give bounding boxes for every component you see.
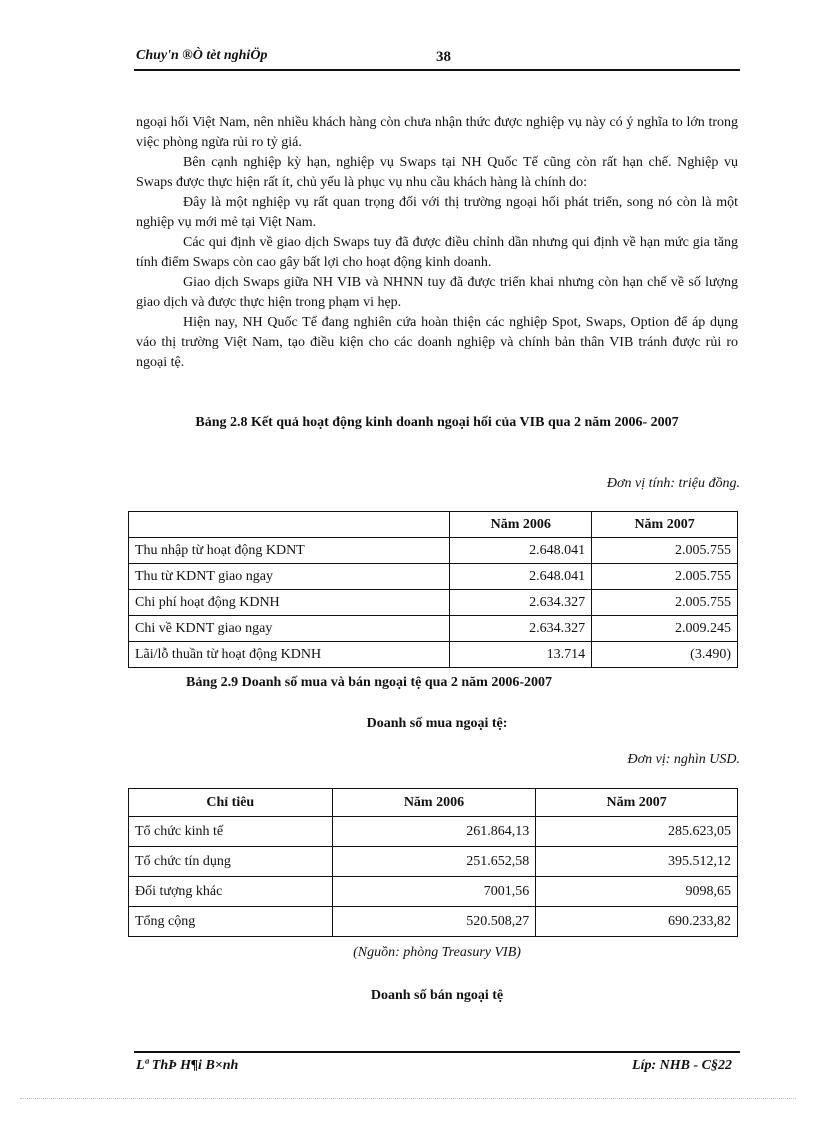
row-label: Thu từ KDNT giao ngay	[129, 564, 450, 590]
table1-unit: Đơn vị tính: triệu đồng.	[606, 476, 740, 491]
table-foreign-currency-purchases	[128, 788, 738, 937]
paragraph-1: ngoại hối Việt Nam, nên nhiều khách hàng còn chưa nhận thức được nghiệp vụ này có ý nghĩa to lớn trong việc phòng ngừa rủi ro tỷ giá.	[136, 115, 738, 150]
cell-2007: (3.490)	[592, 642, 738, 668]
table-header-cell: Năm 2006	[450, 512, 592, 538]
footer-class: Líp: NHB - C§22	[632, 1058, 732, 1073]
table-row	[129, 538, 738, 564]
cell-2006: 520.508,27	[332, 907, 536, 937]
table-row	[129, 817, 738, 847]
cell-2007: 2.009.245	[592, 616, 738, 642]
table-row	[129, 590, 738, 616]
table2-subcaption: Doanh số mua ngoại tệ:	[366, 716, 508, 731]
cell-2006: 2.648.041	[450, 538, 592, 564]
cell-2006: 251.652,58	[332, 847, 536, 877]
next-heading: Doanh số bán ngoại tệ	[370, 988, 504, 1003]
cell-2006: 261.864,13	[332, 817, 536, 847]
table-header-cell	[129, 512, 450, 538]
row-label: Tổ chức tín dụng	[129, 847, 333, 877]
paragraph-3: Đây là một nghiệp vụ rất quan trọng đối với thị trường ngoại hối phát triển, song nó còn là một nghiệp vụ mới mẻ tại Việt Nam.	[136, 195, 738, 230]
table-row	[129, 877, 738, 907]
header-title: Chuy'n ®Ò tèt nghiÖp	[136, 48, 268, 63]
footer-rule	[134, 1051, 740, 1053]
cell-2007: 2.005.755	[592, 590, 738, 616]
table-row	[129, 642, 738, 668]
table-row	[129, 616, 738, 642]
footer-author: Lª ThÞ H¶i B×nh	[136, 1058, 239, 1073]
cell-2006: 2.648.041	[450, 564, 592, 590]
table-header-row	[129, 512, 738, 538]
paragraph-2: Bên cạnh nghiệp kỳ hạn, nghiệp vụ Swaps tại NH Quốc Tế cũng còn rất hạn chế. Nghiệp vụ Swaps được thực hiện rất ít, chủ yếu là phục vụ nhu cầu khách hàng là chính do:	[136, 155, 738, 190]
row-label: Chi phí hoạt động KDNH	[129, 590, 450, 616]
table2-unit: Đơn vị: nghìn USD.	[627, 752, 740, 767]
row-label: Chi về KDNT giao ngay	[129, 616, 450, 642]
body-text	[136, 113, 738, 373]
cell-2006: 2.634.327	[450, 590, 592, 616]
table2-caption: Bảng 2.9 Doanh số mua và bán ngoại tệ qua 2 năm 2006-2007	[186, 675, 553, 690]
table-row	[129, 847, 738, 877]
row-label: Đối tượng khác	[129, 877, 333, 907]
header-rule	[134, 69, 740, 71]
cell-2006: 13.714	[450, 642, 592, 668]
paragraph-4: Các qui định về giao dịch Swaps tuy đã được điều chỉnh dần nhưng qui định về hạn mức gia tăng tính điểm Swaps còn cao gây bất lợi cho hoạt động kinh doanh.	[136, 235, 738, 270]
table-row	[129, 564, 738, 590]
cell-2007: 690.233,82	[536, 907, 738, 937]
table-row	[129, 907, 738, 937]
page-bottom-dotted-line	[20, 1098, 796, 1099]
table-header-cell: Năm 2007	[536, 789, 738, 817]
page-number: 38	[436, 49, 451, 65]
table-header-cell: Năm 2007	[592, 512, 738, 538]
cell-2007: 285.623,05	[536, 817, 738, 847]
cell-2006: 2.634.327	[450, 616, 592, 642]
row-label: Thu nhập từ hoạt động KDNT	[129, 538, 450, 564]
table-header-cell: Năm 2006	[332, 789, 536, 817]
paragraph-6: Hiện nay, NH Quốc Tế đang nghiên cứa hoàn thiện các nghiệp Spot, Swaps, Option để áp dụng váo thị trường Việt Nam, tạo điều kiện cho các doanh nghiệp và chính bản thân VIB tránh được rủi ro ngoại tệ.	[136, 315, 738, 370]
table2-source: (Nguồn: phòng Treasury VIB)	[353, 945, 521, 960]
table-header-row	[129, 789, 738, 817]
row-label: Tổng cộng	[129, 907, 333, 937]
table-header-cell: Chỉ tiêu	[129, 789, 333, 817]
row-label: Lãi/lỗ thuần từ hoạt động KDNH	[129, 642, 450, 668]
row-label: Tổ chức kinh tế	[129, 817, 333, 847]
table-business-results	[128, 511, 738, 668]
table1-caption: Bảng 2.8 Kết quả hoạt động kinh doanh ngoại hối của VIB qua 2 năm 2006- 2007	[195, 415, 679, 430]
cell-2007: 2.005.755	[592, 564, 738, 590]
paragraph-5: Giao dịch Swaps giữa NH VIB và NHNN tuy đã được triển khai nhưng còn hạn chế về số lượng giao dịch và được thực hiện trong phạm vi hẹp.	[136, 275, 738, 310]
cell-2006: 7001,56	[332, 877, 536, 907]
cell-2007: 2.005.755	[592, 538, 738, 564]
cell-2007: 9098,65	[536, 877, 738, 907]
cell-2007: 395.512,12	[536, 847, 738, 877]
